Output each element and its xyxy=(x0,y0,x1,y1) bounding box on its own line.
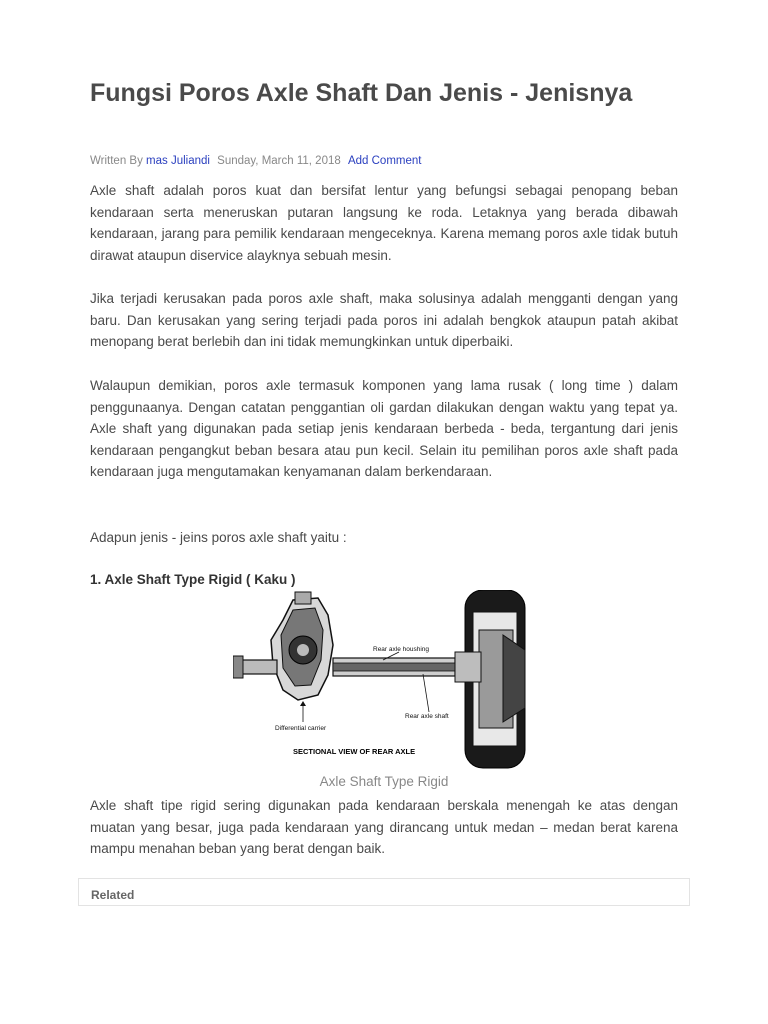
figure-caption: Axle Shaft Type Rigid xyxy=(319,774,449,789)
related-box xyxy=(78,878,690,906)
differential-carrier-drawing xyxy=(271,592,333,700)
paragraph-4: Adapun jenis - jeins poros axle shaft yaitu : xyxy=(90,530,347,545)
written-by-label: Written By xyxy=(90,155,143,167)
figure-title: SECTIONAL VIEW OF REAR AXLE xyxy=(293,747,416,756)
label-housing: Rear axle houshing xyxy=(373,646,430,653)
label-carrier: Differential carrier xyxy=(275,725,327,732)
label-shaft: Rear axle shaft xyxy=(405,713,449,720)
section-heading: 1. Axle Shaft Type Rigid ( Kaku ) xyxy=(90,572,296,587)
wheel-drawing xyxy=(455,590,525,768)
author-link[interactable]: mas Juliandi xyxy=(146,155,210,167)
rear-axle-diagram xyxy=(233,590,535,770)
post-meta xyxy=(90,155,421,167)
article-title: Fungsi Poros Axle Shaft Dan Jenis - Jenisnya xyxy=(90,79,633,107)
paragraph-3: Walaupun demikian, poros axle termasuk komponen yang lama rusak ( long time ) dalam penggunaanya. Dengan catatan penggantian oli gardan dilakukan dengan waktu yang tepat ya. Axle shaft yang digunakan pada setiap jenis kendaraan berbeda - beda, tergantung dari jenis kendaraan pengangkut beban besara atau pun kecil. Selain itu pemilihan poros axle shaft pada kendaraan juga mengutamakan kenyamanan dalam berkendaraan. xyxy=(90,378,678,479)
post-date: Sunday, March 11, 2018 xyxy=(217,155,341,167)
paragraph-1: Axle shaft adalah poros kuat dan bersifat lentur yang befungsi sebagai penopang beban kendaraan serta meneruskan putaran langsung ke roda. Letaknya yang berada dibawah kendaraan, jarang para pemilik kendaraan mengeceknya. Karena memang poros axle tidak butuh dirawat ataupun diservice alayknya sebuah mesin. xyxy=(90,183,678,263)
paragraph-5: Axle shaft tipe rigid sering digunakan pada kendaraan berskala menengah ke atas dengan muatan yang besar, juga pada kendaraan yang dirancang untuk medan – medan berat karena mampu menahan beban yang berat dengan baik. xyxy=(90,798,678,856)
paragraph-2: Jika terjadi kerusakan pada poros axle shaft, maka solusinya adalah mengganti dengan yang baru. Dan kerusakan yang sering terjadi pada poros ini adalah bengkok ataupun patah akibat menopang berat berlebih dan ini tidak memungkinkan untuk diperbaiki. xyxy=(90,291,678,349)
add-comment-link[interactable]: Add Comment xyxy=(347,155,422,167)
related-label: Related xyxy=(91,888,135,902)
